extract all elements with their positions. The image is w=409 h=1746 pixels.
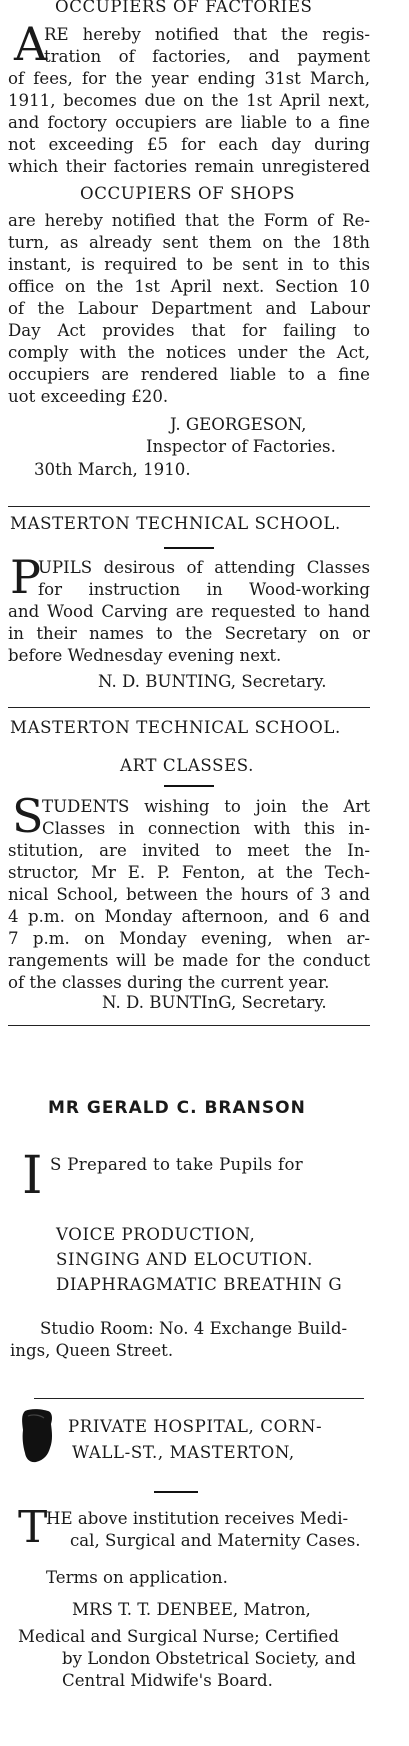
- technical2-signature: N. D. BUNTInG, Secretary.: [102, 993, 327, 1012]
- hospital-emblem: [18, 1408, 58, 1464]
- technical1-heading: MASTERTON TECHNICAL SCHOOL.: [10, 514, 341, 533]
- heading-underline: [154, 1491, 198, 1493]
- technical2-line: Classes in connection with this in-: [42, 819, 370, 838]
- branson-item: DIAPHRAGMATIC BREATHIN G: [56, 1275, 343, 1294]
- hospital-credential: Central Midwife's Board.: [62, 1671, 273, 1690]
- hospital-credential: by London Obstetrical Society, and: [62, 1649, 356, 1668]
- shops-date: 30th March, 1910.: [34, 460, 191, 479]
- shops-line: comply with the notices under the Act,: [8, 343, 370, 362]
- technical1-signature: N. D. BUNTING, Secretary.: [98, 672, 327, 691]
- technical2-subheading: ART CLASSES.: [120, 756, 255, 775]
- shops-line: turn, as already sent them on the 18th: [8, 233, 370, 252]
- technical2-line: of the classes during the current year.: [8, 973, 330, 992]
- branson-studio: Studio Room: No. 4 Exchange Build-: [40, 1319, 348, 1338]
- hospital-line: cal, Surgical and Maternity Cases.: [70, 1531, 361, 1550]
- shops-line: Day Act provides that for failing to: [8, 321, 370, 340]
- column-rule: [8, 1025, 370, 1026]
- technical1-line: UPILS desirous of attending Classes: [38, 558, 370, 577]
- hospital-matron: MRS T. T. DENBEE, Matron,: [72, 1600, 311, 1619]
- branson-item: SINGING AND ELOCUTION.: [56, 1250, 313, 1269]
- technical1-line: in their names to the Secretary on or: [8, 624, 370, 643]
- factories-line: of fees, for the year ending 31st March,: [8, 69, 370, 88]
- factories-line: not exceeding £5 for each day during: [8, 135, 370, 154]
- shops-signature: J. GEORGESON,: [170, 415, 307, 434]
- hospital-drop-cap: T: [18, 1502, 48, 1553]
- hospital-line: HE above institution receives Medi-: [46, 1509, 349, 1528]
- factories-line: RE hereby notified that the regis-: [44, 25, 370, 44]
- technical1-line: for instruction in Wood-working: [38, 580, 370, 599]
- technical1-line: before Wednesday evening next.: [8, 646, 282, 665]
- technical1-line: and Wood Carving are requested to hand: [8, 602, 370, 621]
- shops-line: uot exceeding £20.: [8, 387, 169, 406]
- shops-line: office on the 1st April next. Section 10: [8, 277, 370, 296]
- branson-studio: ings, Queen Street.: [10, 1341, 174, 1360]
- branson-line: S Prepared to take Pupils for: [50, 1155, 304, 1174]
- shops-line: instant, is required to be sent in to this: [8, 255, 370, 274]
- branson-drop-cap: I: [22, 1146, 43, 1206]
- technical1-drop-cap: P: [10, 550, 41, 604]
- technical2-line: rangements will be made for the conduct: [8, 951, 370, 970]
- technical2-line: TUDENTS wishing to join the Art: [42, 797, 370, 816]
- technical2-line: nical School, between the hours of 3 and: [8, 885, 370, 904]
- hospital-heading: PRIVATE HOSPITAL, CORN-: [68, 1417, 323, 1436]
- heading-underline: [164, 785, 214, 787]
- shops-line: are hereby notified that the Form of Re-: [8, 211, 370, 230]
- shops-line: occupiers are rendered liable to a fine: [8, 365, 370, 384]
- factories-line: which their factories remain unregistered: [8, 157, 370, 176]
- factories-drop-cap: A: [14, 17, 48, 71]
- technical2-line: structor, Mr E. P. Fenton, at the Tech-: [8, 863, 370, 882]
- branson-heading: MR GERALD C. BRANSON: [48, 1098, 306, 1118]
- factories-line: tration of factories, and payment: [44, 47, 370, 66]
- shops-heading: OCCUPIERS OF SHOPS: [80, 184, 296, 203]
- technical2-line: 4 p.m. on Monday afternoon, and 6 and: [8, 907, 370, 926]
- hospital-heading: WALL-ST., MASTERTON,: [72, 1443, 295, 1462]
- technical2-drop-cap: S: [12, 789, 44, 843]
- hospital-credential: Medical and Surgical Nurse; Certified: [18, 1627, 339, 1646]
- shops-line: of the Labour Department and Labour: [8, 299, 370, 318]
- technical2-heading: MASTERTON TECHNICAL SCHOOL.: [10, 718, 341, 737]
- column-rule: [34, 1398, 364, 1399]
- heading-underline: [164, 547, 214, 549]
- shops-signatory-title: Inspector of Factories.: [146, 437, 336, 456]
- technical2-line: stitution, are invited to meet the In-: [8, 841, 370, 860]
- column-rule: [8, 707, 370, 708]
- factories-heading: OCCUPIERS OF FACTORIES: [55, 0, 313, 16]
- factories-line: and foctory occupiers are liable to a fine: [8, 113, 370, 132]
- technical2-line: 7 p.m. on Monday evening, when ar-: [8, 929, 370, 948]
- branson-item: VOICE PRODUCTION,: [56, 1225, 256, 1244]
- hospital-terms: Terms on application.: [46, 1568, 228, 1587]
- factories-line: 1911, becomes due on the 1st April next,: [8, 91, 370, 110]
- column-rule: [8, 506, 370, 507]
